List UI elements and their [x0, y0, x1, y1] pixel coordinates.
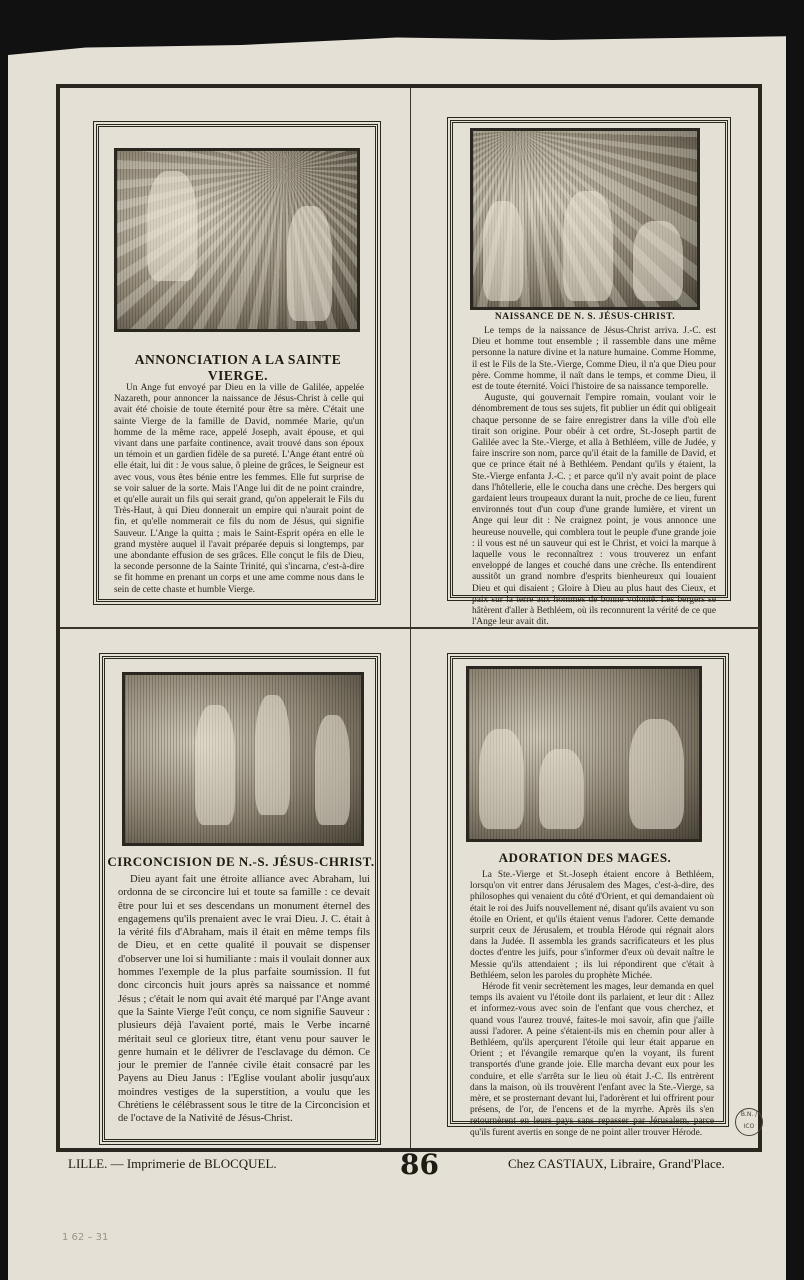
title-naissance: NAISSANCE DE N. S. JÉSUS-CHRIST.: [494, 312, 676, 322]
engraving-circoncision: [122, 672, 364, 846]
vertical-divider: [410, 88, 411, 1148]
publisher-imprint: Chez CASTIAUX, Libraire, Grand'Place.: [508, 1156, 725, 1171]
paragraph: Dieu ayant fait une étroite alliance avec Abraham, lui ordonna de se circoncire lui et toute sa famille : ce devait être pour lui et ses descendans un monument éternel des engagemens qu'ils prenaient avec le vrai Dieu. J. C. était à la vérité fils d'Abraham, mais il était en même temps fils de Dieu, et en cette qualité il pouvait se dispenser d'observer une loi si humiliante : mais il voulait donner aux hommes l'exemple de la plus parfaite soumission. Il fut donc circoncis huit jours après sa naissance et nommé Jésus ; c'était le nom qui avait été marqué par l'Ange avant que la Sainte Vierge l'eût conçu, ce nom signifie Sauveur : plusieurs déjà l'avaient porté, mais le Verbe incarné méritait seul ce glorieux titre, étant venu pour sauver le genre humain et le délivrer de l'esclavage du démon. Ce jour le premier de l'année civile était consacré par les Payens au Dieu Janus : l'Eglise voulant abolir jusqu'aux moindres vestiges de la superstition, a voulu que les Chrétiens le célébrassent sous le titre de la Circoncision et de l'octave de la Nativité de Jésus-Christ.: [118, 874, 370, 1125]
engraving-naissance: [470, 128, 700, 310]
title-adoration: ADORATION DES MAGES.: [498, 850, 672, 865]
paragraph: Un Ange fut envoyé par Dieu en la ville de Galilée, appelée Nazareth, pour annoncer la naissance de Jésus-Christ à celle qui avait été choisie de toute éternité pour être sa mère. C'était une sainte Vierge de la famille de David, nommée Marie, qu'un homme de la même race, appelé Joseph, avait épouse, et qui vivant dans une parfaite continence, avait trouvé dans son époux un témoin et un gardien fidèle de sa pureté. L'Ange étant entré où elle était, lui dit : Je vous salue, ô pleine de grâces, le Seigneur est avec vous, vous êtes bénie entre les femmes. Elle fut surprise de se voir saluer de la sorte. Mais l'Ange lui dit de ne point craindre, et qu'elle aurait un fils qui serait grand, qu'on appelerait le Fils du Très-Haut, à qui Dieu donnerait un empire qui n'aurait point de fin, et qu'elle nommerait ce fils du nom de Jésus, qui signifie Sauveur. L'Ange la quitta ; mais le Saint-Esprit opéra en elle le grand mystère auquel il l'avait préparée depuis si longtemps, par une abondante effusion de ses grâces. Elle conçut le fils de Dieu, la seconde personne de la Sainte Trinité, qui s'incarna, c'est-à-dire se fit homme en prenant un corps et une ame comme nous dans le sein de cette chaste et humble Vierge.: [114, 383, 364, 595]
text-adoration: [470, 870, 714, 1139]
library-stamp-icon: B.N. / ICO: [735, 1108, 763, 1136]
title-circoncision: CIRCONCISION DE N.-S. JÉSUS-CHRIST.: [107, 854, 375, 869]
text-annonciation: [114, 383, 364, 596]
paragraph: Auguste, qui gouvernait l'empire romain, voulant voir le dénombrement de tous ses sujets, fit publier un édit qui obligeait chaque personne de se faire enregistrer dans la ville d'où elle tirait son origine. Pour obéir à cet ordre, St.-Joseph partit de Galilée avec la Ste.-Vierge, et alla à Bethléem, ville de Judée, y faire inscrire son nom, parce qu'il était de la famille de David, et que ce prince était né à Bethléem. Pendant qu'ils y étaient, la Ste.-Vierge enfanta J.-C. ; et parce qu'il n'y avait point de place dans l'hôtellerie, elle le coucha dans une crèche. Des bergers qui gardaient leurs troupeaux durant la nuit, proche de ce lieu, furent environnés tout d'un coup d'une grande lumière, et virent un Ange qui leur dit : Ne craignez point, je vous annonce une heureuse nouvelle, qui comblera tout le peuple d'une grande joie : il vous est né un sauveur qui est le Christ, et voici la marque à laquelle vous le reconnaîtrez : vous trouverez un enfant enveloppé de langes et couché dans une crèche. Ils entendirent aussitôt un grand nombre d'esprits bienheureux qui louaient Dieu et qui disaient ; Gloire à Dieu au plus haut des Cieux, et paix sur la terre aux hommes de bonne volonté. Les bergers se hâtèrent d'aller à Bethléem, où ils reconnurent la vérité de ce que l'Ange leur avait dit.: [472, 393, 716, 628]
paragraph: Hérode fit venir secrètement les mages, leur demanda en quel temps ils avaient vu l'étoile dont ils parlaient, et leur dit : Allez et informez-vous avec soin de l'enfant que vous cherchez, et quand vous l'aurez trouvé, faites-le moi savoir, afin que j'aille aussi l'adorer. A peine s'étaient-ils mis en chemin pour aller à Bethléem, qu'ils aperçurent l'étoile qui leur était apparue en Orient ; et l'évangile remarque qu'en la voyant, ils furent transportés d'une grande joie. Elle marcha devant eux pour les conduire, et elle s'arrêta sur le lieu où était J.-C. Ils entrèrent dans la maison, où ils trouvèrent l'enfant avec la Ste.-Vierge, sa mère, et se prosternant devant lui, l'adorèrent et lui offrirent pour présens, de l'or, de l'encens et de la myrrhe. Après ils s'en retournèrent en leurs pays sans repasser par Jérusalem, parce qu'ils furent avertis en songe de ne point aller trouver Hérode.: [470, 982, 714, 1138]
printer-imprint: LILLE. — Imprimerie de BLOCQUEL.: [68, 1156, 277, 1171]
pencil-annotation: 1 62 – 31: [62, 1232, 109, 1243]
text-circoncision: [118, 873, 370, 1126]
text-naissance: [472, 326, 716, 628]
paragraph: Le temps de la naissance de Jésus-Christ arriva. J.-C. est Dieu et homme tout ensemble ; il rassemble dans une même personne la nature divine et la nature humaine. Comme Homme, il est le Fils de la Ste.-Vierge, Comme Dieu, il n'a que Dieu pour père. Comme homme, il naît dans le temps, et comme Dieu, il est de toute éternité. Voici l'histoire de sa naissance temporelle.: [472, 326, 716, 393]
engraving-annonciation: [114, 148, 360, 332]
paragraph: La Ste.-Vierge et St.-Joseph étaient encore à Bethléem, lorsqu'on vit entrer dans Jérusalem des Mages, c'est-à-dire, des philosophes qui venaient du côté d'Orient, et qui demandaient où était le roi des Juifs nouvellement né, disant qu'ils avaient vu son étoile en Orient, et qu'ils étaient venus l'adorer. Cette demande surprit ceux de Jérusalem, et troubla Hérode qui régnait alors dans la Judée. Il assembla les grands sacrificateurs et les plus doctes d'entre les juifs, pour s'informer d'eux où devait naître le Messie qu'ils attendaient ; ils lui répondirent que c'était à Bethléem, selon les paroles du prophète Michée.: [470, 870, 714, 981]
engraving-adoration: [466, 666, 702, 842]
title-annonciation: ANNONCIATION A LA SAINTE VIERGE.: [134, 352, 342, 383]
sheet-number: 86: [400, 1148, 439, 1181]
